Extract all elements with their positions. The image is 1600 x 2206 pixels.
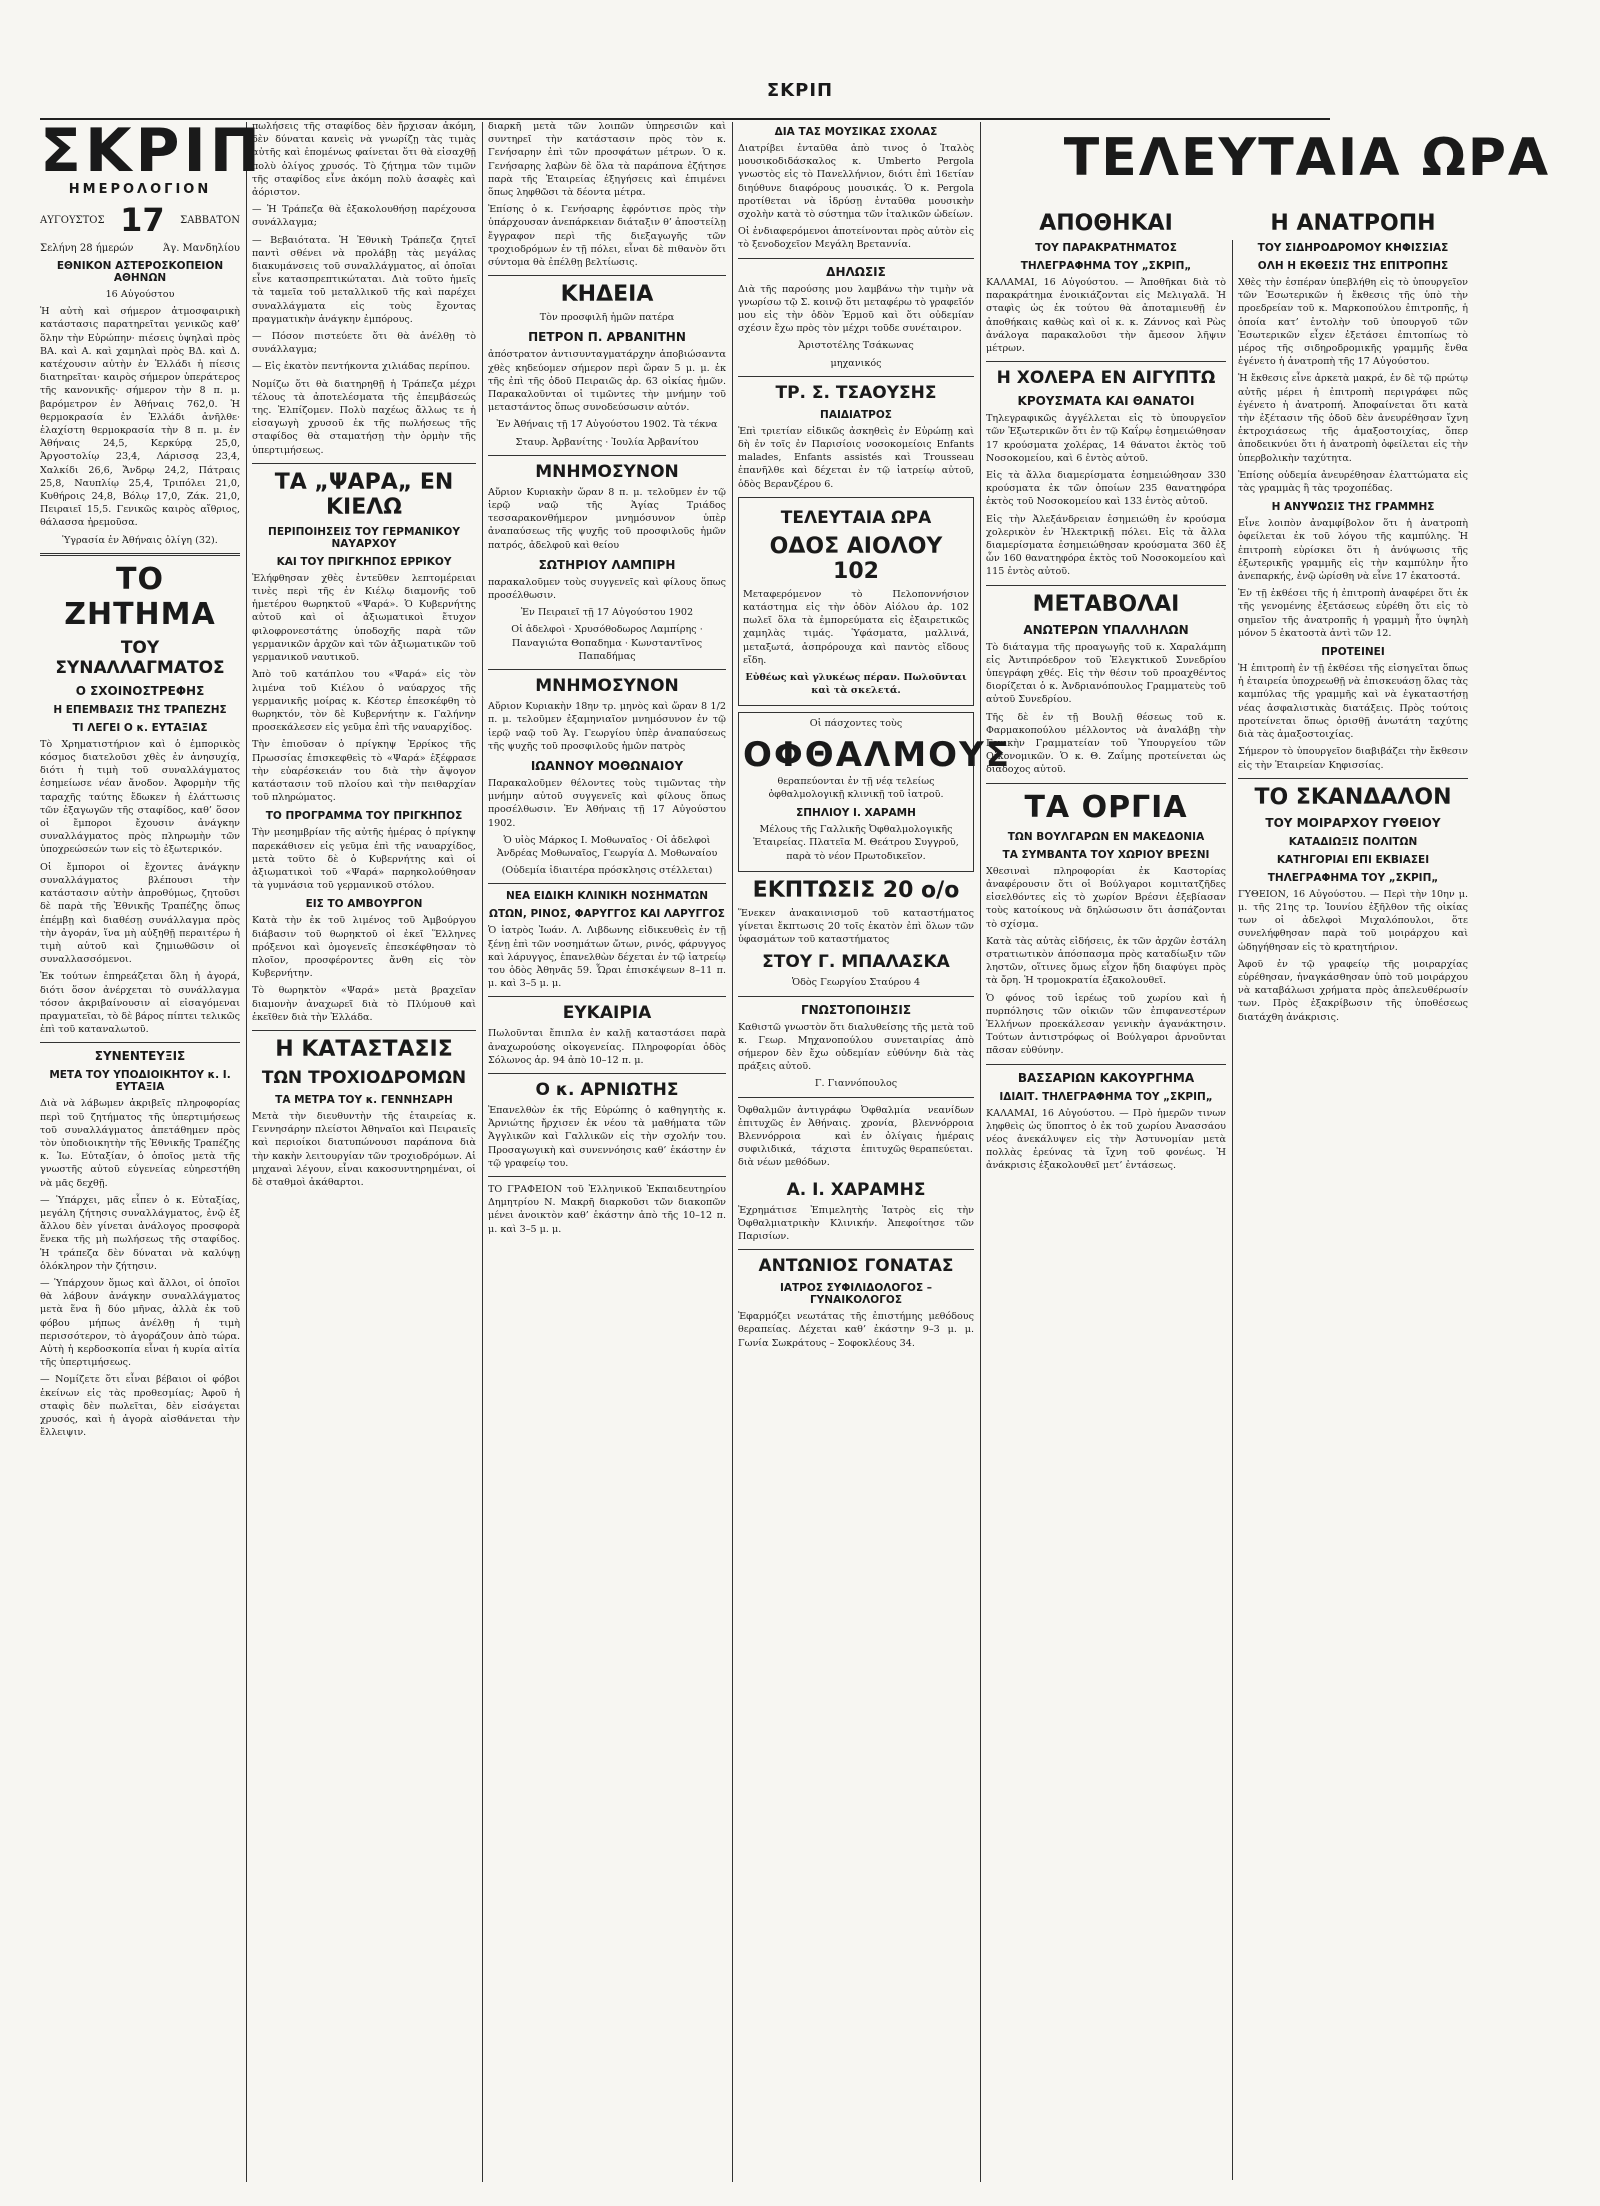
telegram-label: ΙΔΙΑΙΤ. ΤΗΛΕΓΡΑΦΗΜΑ ΤΟΥ „ΣΚΡΙΠ„ — [999, 1090, 1213, 1103]
column-2 — [252, 120, 476, 2190]
small-ads — [738, 1104, 974, 1174]
notice-text: Σταυρ. Ἀρβανίτης · Ἰουλία Ἀρβανίτου — [515, 436, 699, 448]
dateline-sub — [40, 243, 240, 254]
divider — [986, 1064, 1226, 1065]
article-paragraph: Κατὰ τὰς αὐτὰς εἰδήσεις, ἐκ τῶν ἀρχῶν ἐστάλη στρατιωτικὸν ἀπόσπασμα πρὸς καταδίωξιν τῶν ληστῶν, οἵτινες ὅμως εἶχον ἤδη διαφύγει πρὸς τὰ ὄρη. Ἡ τρομοκρατία ἐξακολουθεῖ. — [986, 935, 1226, 987]
xolera-subheading: ΚΡΟΥΣΜΑΤΑ ΚΑΙ ΘΑΝΑΤΟΙ — [1017, 394, 1195, 409]
divider — [1238, 778, 1468, 779]
notice-text: Οἱ ἀδελφοὶ · Χρυσόθοδωρος Λαμπίρης · Παναγιώτα Θοπαδημα · Κωνσταντῖνος Παπαδήμας — [511, 624, 703, 662]
article-paragraph: Τὸ θωρηκτὸν «Ψαρά» μετὰ βραχεῖαν διαμονὴν ἀναχωρεῖ διὰ τὸ Πλύμουθ καὶ ἐκεῖθεν διὰ τὴν Ἑλλάδα. — [252, 985, 476, 1023]
notice-text: Τὸν προσφιλῆ ἡμῶν πατέρα — [539, 312, 675, 324]
kideia-name: ΠΕΤΡΟΝ Π. ΑΡΒΑΝΙΤΗΝ — [528, 330, 686, 345]
ekptosis-heading: ΕΚΠΤΩΣΙΣ 20 ο/ο — [752, 877, 960, 903]
amvourgo-heading: ΕΙΣ ΤΟ ΑΜΒΟΥΡΓΟΝ — [305, 898, 423, 911]
kideia-heading: ΚΗΔΕΙΑ — [560, 282, 654, 308]
column-5 — [986, 205, 1226, 2190]
zitima-title: ΤΟ ΖΗΤΗΜΑ — [64, 561, 216, 632]
dateline — [40, 201, 240, 239]
skandalon-subheading: ΤΟΥ ΜΟΙΡΑΡΧΟΥ ΓΥΘΕΙΟΥ — [1265, 815, 1441, 830]
article-paragraph: Νομίζω ὅτι θὰ διατηρηθῇ ἡ Τράπεζα μέχρι τέλους τὰ ἀποτελέσματα τῆς ἐπεμβάσεώς της. Ἐλπίζομεν. Πολὺ παχέως ἄλλως τε ἡ εἰσαγωγὴ χρυσοῦ ἐκ τῆς πωλήσεως τῆς σταφίδος θὰ σταματήσῃ τὴν ὁρμὴν τῆς ὑπερτιμήσεως. — [252, 378, 476, 456]
mnimosynon-name: ΣΩΤΗΡΙΟΥ ΛΑΜΠΙΡΗ — [538, 557, 676, 572]
notice-text: Ὁ ἰατρὸς Ἰωάν. Λ. Λιβδωνης εἰδικευθεὶς ἐν τῇ ξένῃ ἐπὶ τῶν νοσημάτων ὤτων, ρινός, φάρυγγος καὶ λάρυγγος, ἐπανελθὼν δέχεται ἐν τῷ ἰατρείῳ του ὁδὸς Ἀθηνᾶς 59. Ὧραι ἐπισκέψεων 8–11 π. μ. καὶ 3–5 μ. μ. — [488, 925, 726, 990]
article-paragraph: ΚΑΛΑΜΑΙ, 16 Αὐγούστου. — Ἀποθῆκαι διὰ τὸ παρακράτημα ἐνοικιάζονται εἰς Μελιγαλᾶ. Ἡ σταφὶς ὡς ἐκ τούτου θὰ ἀποταμιευθῇ ἐν ἀποθήκαις καθὼς καὶ οἱ κ. κ. Ζάννος καὶ Ρὼς ἀνάλογα παρακαλοῦσι τὴν ἄμεσον λῆψιν μέτρων. — [986, 277, 1226, 355]
apothikai-heading: ΑΠΟΘΗΚΑΙ — [1039, 211, 1173, 236]
notice-text: Εὐθέως καὶ γλυκέως πέραν. Πωλοῦνται καὶ τὰ σκελετά. — [745, 672, 967, 697]
notice-sign: Γ. Γιαννόπουλος — [814, 1078, 898, 1090]
anatropi-subheading: ΤΟΥ ΣΙΔΗΡΟΔΡΟΜΟΥ ΚΗΦΙΣΣΙΑΣ — [1257, 242, 1449, 254]
notice-text: Διὰ τῆς παρούσης μου λαμβάνω τὴν τιμὴν νὰ γνωρίσω τῷ Σ. κοινῷ ὅτι μεταφέρω τὸ γραφεῖόν μου εἰς τὴν ὁδὸν Ἑρμοῦ καὶ ὅτι οὐδεμίαν σχέσιν ἔχω πρὸς τὸν μέχρι τοῦδε συνέταιρον. — [738, 283, 974, 335]
article-paragraph: Διὰ νὰ λάβωμεν ἀκριβεῖς πληροφορίας περὶ τοῦ ζητήματος τῆς ὑπερτιμήσεως τοῦ συναλλάγματος ἀπετάθημεν πρὸς τὸν ὑποδιοικητὴν τῆς Ἐθνικῆς Τραπέζης κ. Ἰω. Εὐταξίαν, ὁ ὁποῖος μετὰ τῆς γνωστῆς αὐτοῦ εὐγενείας εὐηρεστήθη νὰ μᾶς δεχθῇ. — [40, 1098, 240, 1189]
article-paragraph: Ἀπὸ τοῦ κατάπλου του «Ψαρά» εἰς τὸν λιμένα τοῦ Κιέλου ὁ ναύαρχος τῆς γερμανικῆς μοίρας κ. Κέστερ ἐπεσκέφθη τὸ θωρηκτόν, τὸν δὲ Κυβερνήτην κ. Γαλήνην προσεκάλεσεν εἰς γεῦμα ἐπὶ τῆς ναυαρχίδος. — [252, 669, 476, 734]
notice-text: Ὁ υἱὸς Μάρκος Ι. Μοθωναῖος · Οἱ ἀδελφοὶ Ἀνδρέας Μοθωναῖος, Γεωργία Δ. Μοθωναίου — [496, 834, 718, 859]
article-paragraph: Τὴν ἐπιοῦσαν ὁ πρίγκηψ Ἐρρίκος τῆς Πρωσσίας ἐπισκεφθεὶς τὸ «Ψαρά» ἐξέφρασε τὴν εὐαρέσκειάν του διὰ τὴν ἄψογον κατάστασιν τοῦ πλοίου καὶ τὴν πειθαρχίαν τοῦ πληρώματος. — [252, 739, 476, 804]
tsaousis-title: ΠΑΙΔΙΑΤΡΟΣ — [820, 408, 892, 421]
month-label: ΑΥΓΟΥΣΤΟΣ — [40, 214, 105, 226]
aiolou-heading: ΟΔΟΣ ΑΙΟΛΟΥ 102 — [769, 533, 943, 584]
teleutaia-ora-banner: ΤΕΛΕΥΤΑΙΑ ΩΡΑ — [1063, 128, 1551, 188]
masthead-title: ΣΚΡΙΠ — [40, 116, 264, 186]
antonios-name: ΑΝΤΩΝΙΟΣ ΓΟΝΑΤΑΣ — [758, 1256, 954, 1277]
saint-label: Άγ. Μανδηλίου — [163, 243, 240, 254]
arniotis-heading: Ο κ. ΑΡΝΙΩΤΗΣ — [535, 1079, 679, 1100]
article-paragraph: Οἱ ἐνδιαφερόμενοι ἀποτείνονται πρὸς αὐτὸν εἰς τὸ ξενοδοχεῖον Μεγάλη Βρεταννία. — [738, 226, 974, 251]
iatreio-subheading: ΩΤΩΝ, ΡΙΝΟΣ, ΦΑΡΥΓΓΟΣ ΚΑΙ ΛΑΡΥΓΓΟΣ — [489, 908, 725, 921]
divider — [252, 1030, 476, 1031]
skandalon-subheading-3: ΚΑΤΗΓΟΡΙΑΙ ΕΠΙ ΕΚΒΙΑΣΕΙ — [1276, 853, 1430, 866]
divider — [488, 996, 726, 997]
notice-text: Αὔριον Κυριακὴν 18ην τρ. μηνὸς καὶ ὥραν 8 1/2 π. μ. τελοῦμεν ἑξαμηνιαῖον μνημόσυνον ἐν τῷ ἱερῷ ναῷ τοῦ Ἁγ. Γεωργίου ὑπὲρ ἀναπαύσεως τῆς ψυχῆς τοῦ προσφιλοῦς ἡμῶν πατρὸς — [488, 701, 726, 752]
notice-text: θεραπεύονται ἐν τῇ νέᾳ τελείως ὀφθαλμολογικῇ κλινικῇ τοῦ ἰατροῦ. — [768, 775, 944, 800]
divider — [488, 669, 726, 670]
article-paragraph: Μετὰ τὴν διευθυντὴν τῆς ἑταιρείας κ. Γεννησάρην πλείστοι Ἀθηναῖοι καὶ Πειραιεῖς καὶ περιοίκοι διατυπώνουσι παράπονα διὰ τὴν κακὴν λειτουργίαν τῶν τροχιοδρόμων. Αἱ μηχαναὶ λέγουν, εἶναι κακοσυντηρημέναι, οἱ δὲ σταθμοὶ ἀκάθαρτοι. — [252, 1110, 476, 1188]
article-paragraph: Τὴν μεσημβρίαν τῆς αὐτῆς ἡμέρας ὁ πρίγκηψ παρεκάθισεν εἰς γεῦμα ἐπὶ τῆς ναυαρχίδος, μετὰ τοῦτο δὲ ὁ Κυβερνήτης καὶ οἱ ἀξιωματικοὶ τοῦ «Ψαρά» παρηκολούθησαν τὰ γυμνάσια τοῦ γερμανικοῦ στόλου. — [252, 827, 476, 892]
notice-text: ἀπόστρατον ἀντισυνταγματάρχην ἀποβιώσαντα χθὲς κηδεύομεν σήμερον περὶ ὥραν 5 μ. μ. ἐκ τῆς ἐπὶ τῆς ὁδοῦ Πειραιῶς ἀρ. 63 οἰκίας ἡμῶν. Παρακαλοῦνται οἱ τιμῶντες τὴν μνήμην τοῦ μεταστάντος ὅπως συνοδεύσωσιν αὐτόν. — [488, 349, 726, 414]
katastasis-subtitle: ΤΩΝ ΤΡΟΧΙΟΔΡΟΜΩΝ — [261, 1067, 467, 1088]
mnimosynon-name: ΙΩΑΝΝΟΥ ΜΟΘΩΝΑΙΟΥ — [530, 758, 684, 773]
article-paragraph: — Ἡ Τράπεζα θὰ ἐξακολουθήσῃ παρέχουσα συνάλλαγμα; — [252, 204, 476, 229]
article-paragraph: Τὸ διάταγμα τῆς προαγωγῆς τοῦ κ. Χαραλάμπη εἰς Ἀντιπρόεδρον τοῦ Ἐλεγκτικοῦ Συνεδρίου ὑπεγράφη χθές. Εἰς τὴν θέσιν τοῦ προαχθέντος διορίζεται ὁ κ. Ἀνδριανόπουλος Γραμματεὺς τοῦ αὐτοῦ Συνεδρίου. — [986, 641, 1226, 706]
observatory-sign: Ὑγρασία ἐν Ἀθήναις ὀλίγη (32). — [62, 534, 218, 546]
divider — [738, 1249, 974, 1250]
weekday-label: ΣΑΒΒΑΤΟΝ — [180, 214, 240, 226]
column-divider — [980, 122, 981, 2182]
article-paragraph: Τηλεγραφικῶς ἀγγέλλεται εἰς τὸ ὑπουργεῖον τῶν Ἐξωτερικῶν ὅτι ἐν τῷ Καΐρῳ ἐσημειώθησαν 17 κρούσματα χολέρας, 14 θάνατοι ἐκτὸς τοῦ Νοσοκομείου, καὶ 6 ἐντὸς αὐτοῦ. — [986, 413, 1226, 464]
notice-text: παρακαλοῦμεν τοὺς συγγενεῖς καὶ φίλους ὅπως προσέλθωσιν. — [488, 576, 726, 602]
article-paragraph: Εἰς τὰ ἄλλα διαμερίσματα ἐσημειώθησαν 330 κρούσματα ἐκ τῶν ὁποίων 235 θανατηφόρα ἐκτὸς τοῦ Νοσοκομείου καὶ 133 ἐντὸς αὐτοῦ. — [986, 470, 1226, 508]
notice-text: Ἐχρημάτισε Ἐπιμελητὴς Ἰατρὸς εἰς τὴν Ὀφθαλμιατρικὴν Κλινικήν. Ἀπεφοίτησε τῶν Παρισίων. — [738, 1204, 974, 1242]
telegram-label: ΤΗΛΕΓΡΑΦΗΜΑ ΤΟΥ „ΣΚΡΙΠ„ — [1020, 260, 1192, 272]
zitima-subtitle-4: ΤΙ ΛΕΓΕΙ Ο κ. ΕΥΤΑΞΙΑΣ — [72, 721, 208, 734]
article-paragraph: ΓΥΘΕΙΟΝ, 16 Αὐγούστου. — Περὶ τὴν 10ην μ. μ. τῆς 21ης τρ. Ἰουνίου ἐξῆλθον τῆς οἰκίας των οἱ ἀδελφοὶ Μιχαλόπουλοι, ὅτε συνελήφθησαν παρὰ τοῦ μοιράρχου καὶ ὡδηγήθησαν εἰς τὸ κρατητήριον. — [1238, 888, 1468, 953]
divider — [986, 783, 1226, 784]
apothikai-subheading: ΤΟΥ ΠΑΡΑΚΡΑΤΗΜΑΤΟΣ — [1035, 242, 1177, 254]
column-1 — [40, 116, 264, 2190]
skandalon-subheading-2: ΚΑΤΑΔΙΩΞΙΣ ΠΟΛΙΤΩΝ — [1288, 835, 1418, 848]
masthead-subtitle: ΗΜΕΡΟΛΟΓΙΟΝ — [68, 182, 212, 197]
divider — [738, 258, 974, 259]
synenteuxis-heading: ΣΥΝΕΝΤΕΥΞΙΣ — [94, 1049, 186, 1064]
article-paragraph: Τῆς δὲ ἐν τῇ Βουλῇ θέσεως τοῦ κ. Φαρμακοπούλου μέλλοντος νὰ ἀναλάβῃ τὴν Γενικὴν Γραμματείαν τοῦ Ὑπουργείου τῶν Οἰκονομικῶν. Ὁ κ. Θ. Ζαΐμης προτείνεται ὡς διάδοχος αὐτοῦ. — [986, 711, 1226, 776]
divider — [738, 376, 974, 377]
divider — [40, 553, 240, 556]
xarami-name: Α. Ι. ΧΑΡΑΜΗΣ — [786, 1179, 926, 1200]
column-3 — [488, 120, 726, 1940]
psara-subtitle: ΠΕΡΙΠΟΙΗΣΕΙΣ ΤΟΥ ΓΕΡΜΑΝΙΚΟΥ ΝΑΥΑΡΧΟΥ — [268, 525, 460, 550]
teleutaia-ad — [738, 497, 974, 707]
notice-text: Μέλους τῆς Γαλλικῆς Ὀφθαλμολογικῆς Ἑταιρείας. Πλατεῖα Μ. Θεάτρου Συγγροῦ, παρὰ τὸ νέον Πρωτοδικεῖον. — [753, 824, 959, 862]
running-head: ΣΚΡΙΠ — [766, 80, 834, 101]
moon-label: Σελήνη 28 ήμερών — [40, 243, 134, 254]
article-paragraph: Τὸ Χρηματιστήριον καὶ ὁ ἐμπορικὸς κόσμος διατελοῦσι χθὲς ἐν ἀνησυχίᾳ, διότι ἡ τιμὴ τοῦ συναλλάγματος ἐσημείωσε νέαν ἄνοδον. Ἀφορμὴν τῆς ταραχῆς ταύτης ἔδωκεν ἡ ἐλάττωσις τῶν ἐξαγωγῶν τῆς σταφίδος, καθ’ ὅσον οἱ ἔμποροι ἔχουσιν ἀνάγκην συναλλάγματος πρὸς πληρωμὴν τῶν ὑποχρεώσεών των εἰς τὸ ἐξωτερικόν. — [40, 738, 240, 856]
notice-text: Μεταφερόμενον τὸ Πελοποννήσιον κατάστημα εἰς τὴν ὁδὸν Αἰόλου ἀρ. 102 πωλεῖ ὅλα τὰ ἐμπορεύματα εἰς ἐξαιρετικῶς χαμηλὰς τιμάς. Ὑφάσματα, μαλλινά, μεταξωτά, ἀσπρόρουχα καὶ παντὸς εἴδους εἴδη. — [743, 588, 969, 666]
article-paragraph: Ὁ φόνος τοῦ ἱερέως τοῦ χωρίου καὶ ἡ πυρπόλησις τῶν οἰκιῶν τῶν ἐπιφανεστέρων Ἑλλήνων προεκάλεσαν γενικὴν ἀγανάκτησιν. Τούτων ἀντιστρόφως οἱ Βούλγαροι ἀρνοῦνται πᾶσαν εὐθύνην. — [986, 992, 1226, 1057]
column-4 — [738, 120, 1011, 2190]
article-paragraph: Διατρίβει ἐνταῦθα ἀπὸ τινος ὁ Ἰταλὸς μουσικοδιδάσκαλος κ. Umberto Pergola γνωστὸς εἰς τὸ Πανελλήνιον, διότι ἐπὶ 16ετίαν διηύθυνε διαφόρους μουσικάς. Ὁ κ. Pergola προτίθεται νὰ ἱδρύσῃ ἐνταῦθα μουσικὴν σχολὴν κατὰ τὸ σύστημα τῶν ἰταλικῶν ὠδείων. — [738, 143, 974, 221]
article-paragraph: Ἐπίσης οὐδεμία ἀνευρέθησαν ἐλαττώματα εἰς τὰς γραμμὰς ἢ τὰς τροχοπέδας. — [1238, 469, 1468, 495]
notice-text: Οἱ πάσχοντες τοὺς — [809, 718, 903, 730]
telegram-label: ΤΗΛΕΓΡΑΦΗΜΑ ΤΟΥ „ΣΚΡΙΠ„ — [1267, 871, 1439, 884]
ekptosis-name: ΣΤΟΥ Γ. ΜΠΑΛΑΣΚΑ — [762, 952, 950, 973]
anatropi-subheading-2: ΟΛΗ Η ΕΚΘΕΣΙΣ ΤΗΣ ΕΠΙΤΡΟΠΗΣ — [1257, 260, 1449, 272]
article-paragraph: — Εἰς ἑκατὸν πεντήκοντα χιλιάδας περίπου. — [252, 361, 471, 373]
notice-text: Πωλοῦνται ἔπιπλα ἐν καλῇ καταστάσει παρὰ ἀναχωρούσης οἰκογενείας. Πληροφορίαι ὁδὸς Σόλωνος ἀρ. 94 ἀπὸ 10–12 π. μ. — [488, 1028, 726, 1066]
notice-text: Ἐπὶ τριετίαν εἰδικῶς ἀσκηθεὶς ἐν Εὐρώπῃ καὶ δὴ ἐν τοῖς ἐν Παρισίοις νοσοκομείοις Enfants malades, Enfants assistés καὶ Trousseau ἐπανῆλθε καὶ δέχεται ἐν τῷ ἰατρείῳ αὐτοῦ, ὁδὸς Βερανζέρου 6. — [738, 425, 974, 490]
notice-text: Καθιστῶ γνωστὸν ὅτι διαλυθείσης τῆς μετὰ τοῦ κ. Γεωρ. Μηχανοπούλου συνεταιρίας ἀπὸ σήμερον δὲν ἔχω οὐδεμίαν εὐθύνην διὰ τὰς πράξεις αὐτοῦ. — [738, 1021, 974, 1073]
divider — [488, 883, 726, 884]
metavolai-heading: ΜΕΤΑΒΟΛΑΙ — [1032, 591, 1180, 617]
article-paragraph: Εἶνε λοιπὸν ἀναμφίβολον ὅτι ἡ ἀνατροπὴ ὀφείλεται ἐκ τοῦ λόγου τῆς καμπύλης. Ἡ ἐπιτροπὴ εὑρίσκει ὅτι ἡ ἀνύψωσις τῆς ἐξωτερικῆς γραμμῆς εἰς τὴν καμπύλην ἦτο ἀνεπαρκής, ἐνῷ ὡρίσθη νὰ εἶνε 17 ἑκατοστά. — [1238, 518, 1468, 583]
article-paragraph: διαρκῆ μετὰ τῶν λοιπῶν ὑπηρεσιῶν καὶ συντηρεῖ τὴν κατάστασιν πρὸς τὸν κ. Γενήσαρην ἐπὶ τῶν προσφάτων μέτρων. Ὁ κ. Γενήσαρης λαβὼν δὲ ὅλα τὰ παράπονα ἐζήτησε παρὰ τῆς Ἑταιρείας ἐξηγήσεις καὶ ἐπιμένει ὅπως ληφθῶσι τὰ δέοντα μέτρα. — [488, 121, 726, 199]
article-paragraph: Χθεσιναὶ πληροφορίαι ἐκ Καστορίας ἀναφέρουσιν ὅτι οἱ Βούλγαροι κομιτατζῆδες εἰσελθόντες εἰς τὸ χωρίον Βρέσνι ἐξεβίασαν τοὺς κατοίκους νὰ δηλώσωσιν ὅτι ἀσπάζονται τὸ σχίσμα. — [986, 865, 1226, 930]
ofthalmous-ad — [738, 712, 1011, 871]
divider — [252, 463, 476, 464]
column-divider — [246, 122, 247, 2182]
zitima-subtitle: ΤΟΥ ΣΥΝΑΛΛΑΓΜΑΤΟΣ — [55, 637, 225, 678]
divider — [488, 275, 726, 276]
notice-text: Ὁδὸς Γεωργίου Σταύρου 4 — [791, 977, 921, 989]
metavolai-subheading: ΑΝΩΤΕΡΩΝ ΥΠΑΛΛΗΛΩΝ — [1023, 622, 1189, 637]
divider — [738, 1097, 974, 1098]
mousika-heading: ΔΙΑ ΤΑΣ ΜΟΥΣΙΚΑΣ ΣΧΟΛΑΣ — [774, 126, 938, 138]
divider — [40, 1042, 240, 1043]
divider — [986, 361, 1226, 362]
article-paragraph: Χθὲς τὴν ἑσπέραν ὑπεβλήθη εἰς τὸ ὑπουργεῖον τῶν Ἐσωτερικῶν ἡ ἔκθεσις τῆς ὑπὸ τὴν προεδρείαν τοῦ κ. Μαρκοπούλου ἐπιτροπῆς, ἡ ὁποία κατ’ ἐντολὴν τοῦ ὑπουργοῦ τῶν Ἐσωτερικῶν εἶχεν ἐξετάσει ἐπιτοπίως τὸ μέρος τῆς σιδηροδρομικῆς γραμμῆς ἔνθα ἐγένετο ἡ ἀνατροπὴ τῆς 17 Αὐγούστου. — [1238, 277, 1468, 368]
notice-text: Παρακαλοῦμεν θέλοντες τοὺς τιμῶντας τὴν μνήμην αὐτοῦ συγγενεῖς καὶ φίλους ὅπως προσέλθωσιν. Ἐν Ἀθήναις τῇ 17 Αὐγούστου 1902. — [488, 777, 726, 829]
protinei-heading: ΠΡΟΤΕΙΝΕΙ — [1321, 646, 1385, 659]
article-paragraph: πωλήσεις τῆς σταφίδος δὲν ἤρχισαν ἀκόμη, δὲν δύναται κανεὶς νὰ γνωρίζῃ τὰς τιμὰς αὐτῆς καὶ ἐπομένως φαίνεται ὅτι θὰ εἰσαχθῇ πολὺ ὀλίγος χρυσός. Τὸ ζήτημα τῶν τιμῶν τῆς σταφίδος εἶνε ἀκόμη πολὺ ἀσαφὲς καὶ ἀόριστον. — [252, 121, 476, 199]
katastasis-subtitle-2: ΤΑ ΜΕΤΡΑ ΤΟΥ κ. ΓΕΝΝΗΣΑΡΗ — [275, 1093, 453, 1106]
article-paragraph: Σήμερον τὸ ὑπουργεῖον διαβιβάζει τὴν ἔκθεσιν εἰς τὴν Ἑταιρείαν Κηφισσίας. — [1238, 746, 1468, 771]
article-paragraph: Εἰς τὴν Ἀλεξάνδρειαν ἐσημειώθη ἐν κρούσμα χολερικὸν ἐν Ἠλεκτρικῇ πόλει. Εἰς τὰ ἄλλα διαμερίσματα ἐσημειώθησαν κρούσματα 360 ἐξ ὧν 160 θανατηφόρα ἐκτὸς τοῦ Νοσοκομείου καὶ 115 ἐντὸς αὐτοῦ. — [986, 513, 1226, 578]
zitima-subtitle-2: Ο ΣΧΟΙΝΟΣΤΡΕΦΗΣ — [75, 683, 205, 698]
article-paragraph: Ἡ ἔκθεσις εἶνε ἀρκετὰ μακρά, ἐν δὲ τῷ πρώτῳ αὐτῆς μέρει ἡ ἐπιτροπὴ περιγράφει πῶς ἐγένετο ἡ ἀνατροπή. Ἀποφαίνεται ὅτι κατὰ τὴν ἐξέτασιν τῆς ὁδοῦ δὲν ἀνευρέθησαν ἴχνη ἐκτροχιάσεως τῆς ἁμαξοστοιχίας, ὅπερ ἀποδεικνύει ὅτι ἡ ἀνατροπὴ ὀφείλεται εἰς τὴν ὑπερβολικὴν ταχύτητα. — [1238, 373, 1468, 464]
psara-title: ΤΑ „ΨΑΡΑ„ ΕΝ ΚΙΕΛΩ — [274, 469, 454, 520]
day-number: 17 — [120, 201, 165, 239]
column-divider — [482, 122, 483, 2182]
column-divider — [1232, 240, 1233, 2180]
ofthalmous-heading: ΟΦΘΑΛΜΟΥΣ — [743, 734, 1011, 775]
notice-text: Ἕνεκεν ἀνακαινισμοῦ τοῦ καταστήματος γίνεται ἔκπτωσις 20 τοῖς ἑκατὸν ἐπὶ ὅλων τῶν ὑφασμάτων τοῦ καταστήματος — [738, 907, 974, 946]
zitima-subtitle-3: Η ΕΠΕΜΒΑΣΙΣ ΤΗΣ ΤΡΑΠΕΖΗΣ — [53, 703, 227, 716]
article-paragraph: Κατὰ τὴν ἐκ τοῦ λιμένος τοῦ Ἀμβούργου διάβασιν τοῦ θωρηκτοῦ οἱ ἐκεῖ Ἕλληνες πρόξενοι καὶ ὁμογενεῖς ἐπεσκέφθησαν τὸ πλοῖον, προσφέροντες ἄνθη εἰς τὸν Κυβερνήτην. — [252, 915, 476, 980]
ilosis-heading: ΔΗΛΩΣΙΣ — [826, 264, 886, 279]
divider — [488, 1176, 726, 1177]
notice-text: Ἐπανελθὼν ἐκ τῆς Εὐρώπης ὁ καθηγητὴς κ. Ἀρνιώτης ἤρχισεν ἐκ νέου τὰ μαθήματα τῶν Ἀγγλικῶν καὶ Γαλλικῶν εἰς τὴν σχολήν του. Προσαγωγικὴ καὶ συνεννόησις καθ’ ἑκάστην ἐν τῷ γραφείῳ του. — [488, 1104, 726, 1169]
programma-heading: ΤΟ ΠΡΟΓΡΑΜΜΑ ΤΟΥ ΠΡΙΓΚΗΠΟΣ — [265, 810, 463, 823]
divider — [488, 1073, 726, 1074]
synenteuxis-subheading: ΜΕΤΑ ΤΟΥ ΥΠΟΔΙΟΙΚΗΤΟΥ κ. Ι. ΕΥΤΑΞΙΑ — [49, 1069, 231, 1094]
article-paragraph: — Νομίζετε ὅτι εἶναι βέβαιοι οἱ φόβοι ἐκείνων εἰς τὰς προθεσμίας; Ἀφοῦ ἡ σταφὶς δὲν πωλεῖται, δὲν εἰσάγεται χρυσός, καὶ ἡ ἀγορὰ αἰσθάνεται τὴν ἔλλειψιν. — [40, 1374, 240, 1439]
column-divider — [732, 122, 733, 2182]
article-paragraph: Ἀφοῦ ἐν τῷ γραφείῳ τῆς μοιραρχίας εὑρέθησαν, ἠναγκάσθησαν ὑπὸ τοῦ μοιράρχου νὰ καταβάλωσι χρήματα πρὸς ἀπελευθέρωσίν των. Πρὸς ἐξακρίβωσιν τῆς ὑποθέσεως διατάχθη ἀνάκρισις. — [1238, 958, 1468, 1023]
orgia-subheading: ΤΩΝ ΒΟΥΛΓΑΡΩΝ ΕΝ ΜΑΚΕΔΟΝΙΑ — [1007, 830, 1205, 843]
divider — [488, 455, 726, 456]
article-paragraph: — Πόσον πιστεύετε ὅτι θὰ ἀνέλθῃ τὸ συνάλλαγμα; — [252, 331, 476, 356]
divider — [986, 585, 1226, 586]
gnost-heading: ΓΝΩΣΤΟΠΟΙΗΣΙΣ — [800, 1002, 912, 1017]
katastasis-title: Η ΚΑΤΑΣΤΑΣΙΣ — [275, 1036, 453, 1062]
article-paragraph: ΚΑΛΑΜΑΙ, 16 Αὐγούστου. — Πρὸ ἡμερῶν τινων ληφθεὶς ὡς ὕποπτος ὁ ἐκ τοῦ χωρίου Ἀνασσάου νέος ἀνεκάλυψεν εἰς τὴν Ἀστυνομίαν μετὰ πολλὰς ἐρεύνας τὰ ἴχνη τοῦ φονέως. Ἡ ἀνάκρισις ἐξακολουθεῖ μετ’ ἐντάσεως. — [986, 1107, 1226, 1172]
observatory-heading: ΕΘΝΙΚΟΝ ΑΣΤΕΡΟΣΚΟΠΕΙΟΝ ΑΘΗΝΩΝ — [56, 260, 224, 284]
notice-text: Ὀφθαλμία νεανίδων χρονία, βλεννόρροια ἐν ὀλίγαις ἡμέραις ἐπιτυχῶς θεραπεύεται. — [861, 1104, 974, 1156]
orgia-subheading-2: ΤΑ ΣΥΜΒΑΝΤΑ ΤΟΥ ΧΩΡΙΟΥ ΒΡΕΣΝΙ — [1002, 848, 1210, 861]
article-paragraph: Ἐλήφθησαν χθὲς ἐντεῦθεν λεπτομέρειαι τινὲς περὶ τῆς ἐν Κιέλῳ διαμονῆς τοῦ ἡμετέρου θωρηκτοῦ «Ψαρά». Ὁ Κυβερνήτης αὐτοῦ καὶ οἱ ἀξιωματικοὶ ἔτυχον φιλοφρονεστάτης ὑποδοχῆς παρὰ τῶν γερμανικῶν ἀρχῶν καὶ τῶν ἀξιωματικῶν τοῦ γερμανικοῦ ναυτικοῦ. — [252, 572, 476, 664]
notice-text: Αὔριον Κυριακὴν ὥραν 8 π. μ. τελοῦμεν ἐν τῷ ἱερῷ ναῷ τῆς Ἁγίας Τριάδος τεσσαρακονθήμερον μνημόσυνον ὑπὲρ ἀναπαύσεως τῆς ψυχῆς τοῦ προσφιλοῦς ἡμῶν πατρός, ἀδελφοῦ καὶ θείου — [488, 486, 726, 551]
notice-text: (Οὐδεμία ἰδιαιτέρα πρόσκλησις στέλλεται) — [501, 865, 713, 877]
notice-sign: Ἀριστοτέλης Τσάκωνας — [798, 340, 914, 352]
tsaousis-name: ΤΡ. Σ. ΤΣΑΟΥΣΗΣ — [775, 382, 937, 403]
observatory-date: 16 Αὐγούστου — [105, 289, 175, 300]
article-paragraph: Ἐν τῇ ἐκθέσει τῆς ἡ ἐπιτροπὴ ἀναφέρει ὅτι ἐκ τῆς γενομένης ἐξετάσεως εὑρέθη ὅτι εἰς τὸ σημεῖον τῆς ἀνατροπῆς ἡ γραμμὴ ἦτο ὑψηλὴ μόνον 5 ἑκατοστὰ ἀντὶ τῶν 12. — [1238, 588, 1468, 639]
iatreio-heading: ΝΕΑ ΕΙΔΙΚΗ ΚΛΙΝΙΚΗ ΝΟΣΗΜΑΤΩΝ — [505, 890, 708, 903]
mnimosynon-heading: ΜΝΗΜΟΣΥΝΟΝ — [535, 461, 679, 482]
xolera-heading: Η ΧΟΛΕΡΑ ΕΝ ΑΙΓΥΠΤΩ — [996, 368, 1216, 389]
mnimosynon-heading: ΜΝΗΜΟΣΥΝΟΝ — [535, 676, 679, 697]
article-paragraph: Ἡ ἐπιτροπὴ ἐν τῇ ἐκθέσει τῆς εἰσηγεῖται ὅπως ἡ ἐταιρεία ὑποχρεωθῇ νὰ ἐπισκευάσῃ ὅλας τὰς καμπύλας τῆς γραμμῆς καὶ νὰ ἐγκαταστήσῃ νέας ἀσφαλιστικὰς διατάξεις. Πρὸς τούτοις προτείνεται ὅπως ὁρισθῇ ἀνωτάτη ταχύτης διὰ τὰς ἁμαξοστοιχίας. — [1238, 663, 1468, 741]
article-paragraph: Ἐπίσης ὁ κ. Γενήσαρης ἐφρόντισε πρὸς τὴν ὑπάρχουσαν ἀνεπάρκειαν διάταξιν θ’ ἀποστείλῃ ἔγγραφον περὶ τῆς διεξαγωγῆς τῶν τροχιοδρόμων ἐν τῇ πόλει, εἶναι δὲ πιθανὸν ὅτι σύντομα θὰ ἐπέλθῃ βελτίωσις. — [488, 204, 726, 269]
notice-text: ΤΟ ΓΡΑΦΕΙΟΝ τοῦ Ἑλληνικοῦ Ἐκπαιδευτηρίου Δημητρίου Ν. Μακρῆ διαρκοῦσι τῶν διακοπῶν μένει ἀνοικτὸν καθ’ ἑκάστην ἀπὸ τῆς 10–12 π. μ. καὶ 3–5 μ. μ. — [488, 1183, 726, 1235]
anypsosis-heading: Η ΑΝΥΨΩΣΙΣ ΤΗΣ ΓΡΑΜΜΗΣ — [1271, 501, 1435, 514]
ofthalmous-doctor: ΣΠΗΛΙΟΥ Ι. ΧΑΡΑΜΗ — [796, 807, 916, 820]
article-paragraph: — Βεβαιότατα. Ἡ Ἐθνικὴ Τράπεζα ζητεῖ παντὶ σθένει νὰ προλάβῃ τὰς μεγάλας διακυμάνσεις τοῦ συναλλάγματος, αἱ ὁποῖαι εἶνε κατασπρεπτικώταται. Διὰ τοῦτο ἡμεῖς τὰ ταμεῖα τοῦ μεταλλικοῦ τῆς καὶ παρέχει συναλλάγματα εἰς τοὺς ἔχοντας πραγματικὴν ἀνάγκην ἐμπόρους. — [252, 234, 476, 325]
notice-sign: μηχανικός — [830, 357, 882, 369]
vatsarion-heading: ΒΑΣΣΑΡΙΩΝ ΚΑΚΟΥΡΓΗΜΑ — [1017, 1070, 1195, 1085]
notice-text: Ἐφαρμόζει νεωτάτας τῆς ἐπιστήμης μεθόδους θεραπείας. Δέχεται καθ’ ἑκάστην 9–3 μ. μ. Γωνία Σωκράτους – Σοφοκλέους 34. — [738, 1311, 974, 1349]
notice-text: Ὀφθαλμῶν ἀντιγράφω ἐπιτυχῶς ἐν Ἀθήναις. Βλεννόρροια καὶ συφιλιδικά, τάχιστα διὰ νέων μεθόδων. — [738, 1104, 851, 1169]
notice-text: Ἐν Πειραιεῖ τῇ 17 Αὐγούστου 1902 — [520, 607, 694, 619]
column-6 — [1238, 205, 1468, 2190]
psara-subtitle-2: ΚΑΙ ΤΟΥ ΠΡΙΓΚΗΠΟΣ ΕΡΡΙΚΟΥ — [276, 555, 452, 568]
article-paragraph: Ἐκ τούτων ἐπηρεάζεται ὅλη ἡ ἀγορά, διότι ὅσον ἀνέρχεται τὸ συνάλλαγμα τόσον ἀκριβαίνουσιν αἱ εἰσαγόμεναι πραγματεῖαι, τὸ δὲ βάρος πίπτει τελικῶς ἐπὶ τοῦ καταναλωτοῦ. — [40, 971, 240, 1036]
skandalon-heading: ΤΟ ΣΚΑΝΔΑΛΟΝ — [1254, 784, 1452, 810]
article-paragraph: Οἱ ἔμποροι οἱ ἔχοντες ἀνάγκην συναλλάγματος βλέπουσι τὴν κατάστασιν αὐτὴν ἀπροθύμως, ζητοῦσι δὲ παρὰ τῆς Ἐθνικῆς Τραπέζης ὅπως ἐπέμβῃ καὶ διαθέσῃ συνάλλαγμα πρὸς τὴν ἀγοράν, ἵνα μὴ αὐξηθῇ περαιτέρω ἡ τιμὴ αὐτοῦ καὶ ζημιωθῶσιν οἱ συναλλασσόμενοι. — [40, 861, 240, 966]
article-paragraph: — Ὑπάρχουν ὅμως καὶ ἄλλοι, οἱ ὁποῖοι θὰ λάβουν ἀνάγκην συναλλάγματος μετὰ ἕνα ἢ δύο μῆνας, ἀλλὰ ἐκ τοῦ φόβου μήπως ἀνέλθῃ ἡ τιμὴ περισσότερον, τὸ ἀγοράζουν ἀπὸ τώρα. Αὐτὴ ἡ κερδοσκοπία εἶναι ἡ κυρία αἰτία τῆς ὑπερτιμήσεως. — [40, 1277, 240, 1369]
orgia-heading: ΤΑ ΟΡΓΙΑ — [1024, 789, 1188, 825]
antonios-title: ΙΑΤΡΟΣ ΣΥΦΙΛΙΔΟΛΟΓΟΣ – ΓΥΝΑΙΚΟΛΟΓΟΣ — [779, 1282, 933, 1307]
divider — [738, 996, 974, 997]
article-paragraph: — Ὑπάρχει, μᾶς εἶπεν ὁ κ. Εὐταξίας, μεγάλη ζήτησις συναλλάγματος, ἐνῷ ἐξ ἄλλου δὲν γίνεται ἀνάλογος προσφορὰ ἕνεκα τῆς μὴ πωλήσεως τῆς σταφίδος. Ἡ τράπεζα δὲν δύναται νὰ καλύψῃ ὁλόκληρον τὴν ζήτησιν. — [40, 1194, 240, 1272]
notice-text: Ἐν Ἀθήναις τῇ 17 Αὐγούστου 1902. Τὰ τέκνα — [496, 419, 718, 431]
eukairia-heading: ΕΥΚΑΙΡΙΑ — [562, 1003, 652, 1024]
observatory-text: Ἡ αὐτὴ καὶ σήμερον ἀτμοσφαιρικὴ κατάστασις παρατηρεῖται γενικῶς καθ’ ὅλην τὴν Εὐρώπην· πιέσεις ὑψηλαὶ πρὸς ΒΑ. καὶ Α. καὶ χαμηλαὶ πρὸς ΒΔ. καὶ Δ. κατέχουσιν αὐτὴν ἐν Ἑλλάδι ἡ πίεσις διατηρεῖται· καιρὸς σήμερον ὑπεράτερος τῆς κανονικῆς· σήμερον τὴν 8 π. μ. βαρόμετρον ἐν Ἀθήναις 762,0. Ἡ θερμοκρασία ἐν Ἑλλάδι ἀνῆλθε· ἐλαχίστη θερμοκρασία τὴν 8 π. μ. ἐν Ἀθήναις 24,5, Κερκύρᾳ 25,0, Ἀργοστολίῳ 23,4, Λάρισσᾳ 23,4, Χαλκίδι 26,6, Ἄνδρῳ 24,2, Πάτραις 25,8, Ναυπλίῳ 25,4, Τριπόλει 21,0, Κυθήροις 24,8, Βόλῳ 17,0, Ζάκ. 21,0, Πειραιεῖ 15,5. Γενικῶς καιρὸς αἴθριος, θάλασσα ἠρεμοῦσα. — [40, 306, 240, 529]
anatropi-heading: Η ΑΝΑΤΡΟΠΗ — [1270, 211, 1436, 236]
teleutaia-ad-heading: ΤΕΛΕΥΤΑΙΑ ΩΡΑ — [780, 507, 932, 528]
